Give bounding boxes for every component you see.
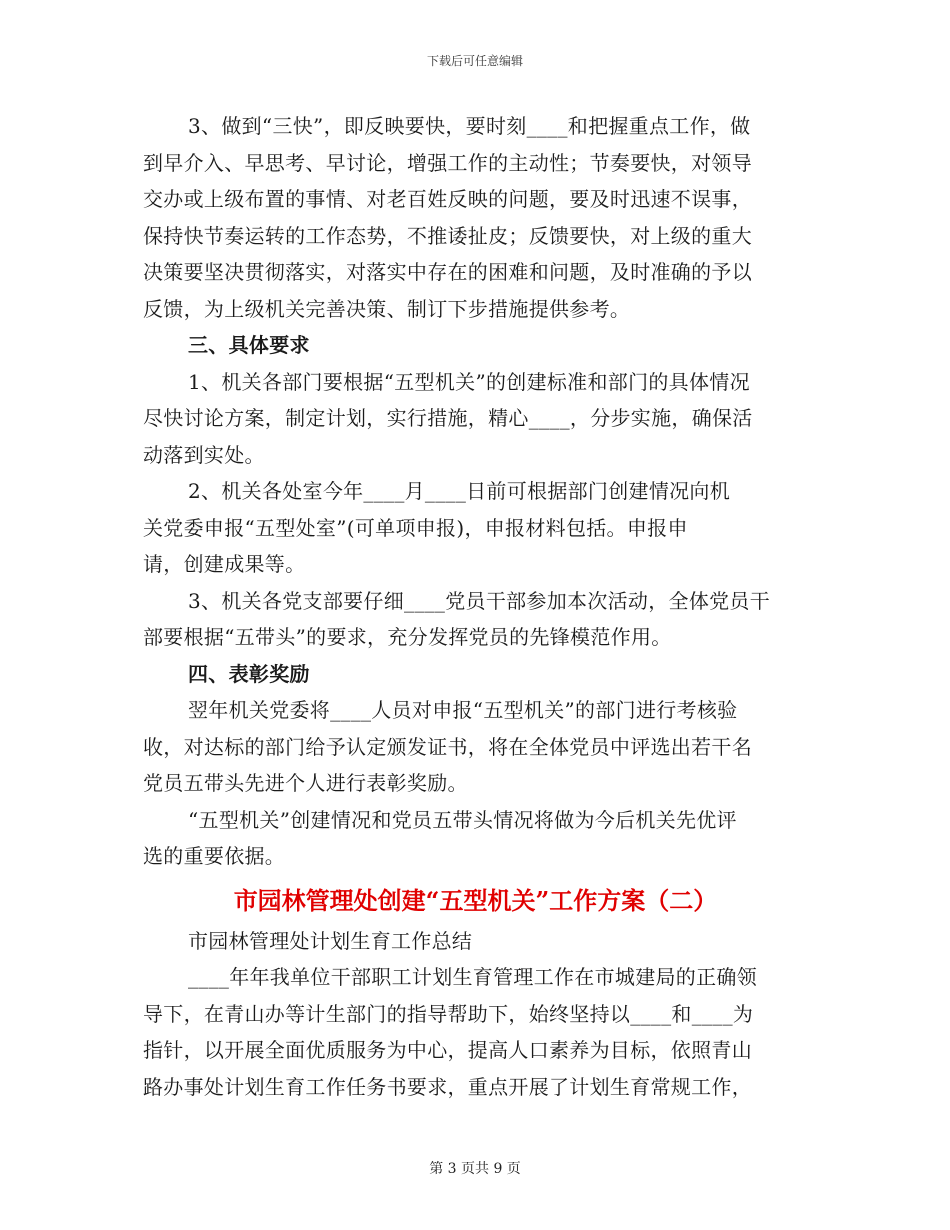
text-line: 保持快节奏运转的工作态势，不推诿扯皮；反馈要快，对上级的重大 bbox=[143, 223, 752, 248]
text-line: 指针，以开展全面优质服务为中心，提高人口素养为目标，依照青山 bbox=[143, 1038, 752, 1062]
text-line: “五型机关”创建情况和党员五带头情况将做为今后机关先优评 bbox=[188, 807, 737, 832]
text-line: 党员五带头先进个人进行表彰奖励。 bbox=[143, 771, 468, 795]
text-line: 请，创建成果等。 bbox=[143, 552, 306, 576]
text-line: 决策要坚决贯彻落实，对落实中存在的困难和问题，及时准确的予以 bbox=[143, 260, 752, 284]
section-heading: 四、表彰奖励 bbox=[188, 661, 310, 686]
page-header: 下载后可任意编辑 bbox=[426, 54, 523, 68]
text-line: 收，对达标的部门给予认定颁发证书，将在全体党员中评选出若干名 bbox=[143, 734, 752, 759]
text-line: 关党委申报“五型处室”(可单项申报)，申报材料包括。申报申 bbox=[143, 515, 688, 540]
text-line: 翌年机关党委将____人员对申报“五型机关”的部门进行考核验 bbox=[188, 698, 738, 722]
page-footer: 第 3 页共 9 页 bbox=[429, 1161, 521, 1177]
text-line: 动落到实处。 bbox=[143, 442, 265, 467]
text-line: 市园林管理处计划生育工作总结 bbox=[188, 928, 473, 953]
text-line: 选的重要依据。 bbox=[143, 844, 286, 868]
text-line: 1、机关各部门要根据“五型机关”的创建标准和部门的具体情况 bbox=[188, 369, 750, 394]
text-line: ____年年我单位干部职工计划生育管理工作在市城建局的正确领 bbox=[188, 965, 757, 989]
text-line: 到早介入、早思考、早讨论，增强工作的主动性；节奏要快，对领导 bbox=[143, 150, 752, 175]
text-line: 3、做到“三快”，即反映要快，要时刻____和把握重点工作，做 bbox=[188, 114, 751, 138]
text-line: 反馈，为上级机关完善决策、制订下步措施提供参考。 bbox=[143, 296, 631, 321]
document-body bbox=[143, 108, 808, 1105]
text-line: 交办或上级布置的事情、对老百姓反映的问题，要及时迅速不误事， bbox=[143, 187, 752, 211]
text-line: 部要根据“五带头”的要求，充分发挥党员的先锋模范作用。 bbox=[143, 625, 672, 649]
section-block-1 bbox=[143, 108, 808, 875]
text-line: 3、机关各党支部要仔细____党员干部参加本次活动，全体党员干 bbox=[188, 588, 771, 613]
text-line: 2、机关各处室今年____月____日前可根据部门创建情况向机 bbox=[188, 479, 731, 503]
section-block-2 bbox=[143, 923, 808, 1106]
text-line: 尽快讨论方案，制定计划，实行措施，精心____，分步实施，确保活 bbox=[143, 406, 753, 430]
document-title: 市园林管理处创建“五型机关”工作方案（二） bbox=[233, 885, 718, 915]
text-line: 导下，在青山办等计生部门的指导帮助下，始终坚持以____和____为 bbox=[143, 1001, 754, 1026]
text-line: 路办事处计划生育工作任务书要求，重点开展了计划生育常规工作， bbox=[143, 1074, 752, 1099]
section-heading: 三、具体要求 bbox=[188, 333, 310, 357]
